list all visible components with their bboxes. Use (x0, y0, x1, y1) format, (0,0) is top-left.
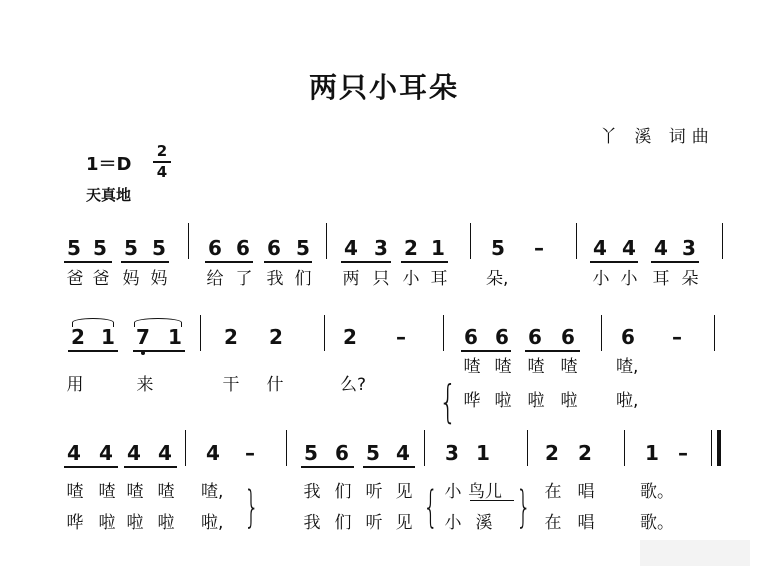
credit: 丫 溪 词曲 (600, 127, 715, 147)
note: 7 (136, 325, 150, 349)
lyric: 朵, (486, 269, 509, 289)
eighth-underline (461, 350, 511, 352)
eighth-underline (651, 261, 699, 263)
time-signature (151, 143, 173, 181)
note: 6 (621, 325, 635, 349)
note: 6 (495, 325, 509, 349)
note: 6 (236, 236, 250, 260)
note: 1 (101, 325, 115, 349)
verse-brace: } (516, 481, 532, 533)
eighth-underline (124, 466, 177, 468)
lyric-verse-2: 在 (544, 513, 562, 533)
lyric: 耳 (430, 269, 448, 289)
eighth-underline (363, 466, 415, 468)
eighth-underline (590, 261, 638, 263)
note: 4 (127, 441, 141, 465)
dash: – (678, 441, 688, 465)
lyric: 小 (402, 269, 420, 289)
eighth-underline (121, 261, 169, 263)
lyric-verse-2: 听 (365, 513, 383, 533)
lyric-verse-2: 小 (444, 513, 462, 533)
note: 2 (269, 325, 283, 349)
lyric: 么? (340, 375, 367, 395)
note: 2 (545, 441, 559, 465)
dash: – (672, 325, 682, 349)
lyric-verse-1: 喳 (66, 482, 84, 502)
barline (470, 223, 471, 259)
lyric-verse-1: 见 (395, 482, 413, 502)
final-barline-thin (711, 430, 712, 466)
eighth-underline (205, 261, 253, 263)
lyric-verse-1: 在 (544, 482, 562, 502)
lyric: 小 (592, 269, 610, 289)
lyric: 耳 (652, 269, 670, 289)
eighth-underline (68, 350, 118, 352)
lyric-verse-2: 见 (395, 513, 413, 533)
lyric-verse-1: 鸟儿 (468, 482, 502, 502)
lyric-verse-2: 啦 (560, 391, 578, 411)
barline (188, 223, 189, 259)
lyric: 爸 (66, 269, 84, 289)
barline (424, 430, 425, 466)
lyric-verse-1: 唱 (577, 482, 595, 502)
lyric: 干 (222, 375, 240, 395)
lyric-verse-2: 们 (334, 513, 352, 533)
note: 6 (267, 236, 281, 260)
note: 4 (206, 441, 220, 465)
note: 3 (374, 236, 388, 260)
lyric-verse-2: 啦 (98, 513, 116, 533)
lyric: 来 (136, 375, 154, 395)
note: 5 (366, 441, 380, 465)
eighth-underline (264, 261, 312, 263)
note: 5 (152, 236, 166, 260)
barline (286, 430, 287, 466)
note: 4 (99, 441, 113, 465)
lyric-verse-1: 喳 (463, 357, 481, 377)
verse-brace: { (439, 375, 457, 429)
note: 2 (224, 325, 238, 349)
barline (714, 315, 715, 351)
lyric-verse-2: 我 (303, 513, 321, 533)
lyric: 朵 (681, 269, 699, 289)
lyric-verse-1: 听 (365, 482, 383, 502)
eighth-underline (64, 466, 118, 468)
lyric-verse-1: 喳 (98, 482, 116, 502)
note: 5 (124, 236, 138, 260)
eighth-underline (341, 261, 391, 263)
lyric-verse-2: 溪 (475, 513, 493, 533)
lyric-verse-1: 喳 (126, 482, 144, 502)
lyric-verse-2: 啦 (494, 391, 512, 411)
note: 1 (431, 236, 445, 260)
lyric-verse-1: 小 (444, 482, 462, 502)
lyric: 爸 (92, 269, 110, 289)
eighth-underline (133, 350, 185, 352)
note: 4 (654, 236, 668, 260)
dash: – (245, 441, 255, 465)
note: 5 (93, 236, 107, 260)
lyric: 两 (342, 269, 360, 289)
barline (722, 223, 723, 259)
lyric-verse-2: 歌。 (640, 513, 674, 533)
lyric-verse-2: 唱 (577, 513, 595, 533)
barline (624, 430, 625, 466)
song-title: 两只小耳朵 (308, 71, 459, 104)
note: 5 (296, 236, 310, 260)
lyric-underline (470, 500, 514, 501)
note: 4 (593, 236, 607, 260)
barline (185, 430, 186, 466)
lyric: 什 (266, 375, 284, 395)
tempo-marking: 天真地 (86, 186, 132, 204)
lyric-verse-1: 喳 (560, 357, 578, 377)
dash: – (396, 325, 406, 349)
barline (443, 315, 444, 351)
note: 6 (335, 441, 349, 465)
lyric-verse-1: 我 (303, 482, 321, 502)
note: 4 (622, 236, 636, 260)
note: 4 (396, 441, 410, 465)
lyric-verse-2: 啦, (201, 513, 224, 533)
note: 5 (491, 236, 505, 260)
note: 4 (158, 441, 172, 465)
lyric-verse-1: 喳 (527, 357, 545, 377)
lyric-verse-1: 喳 (157, 482, 175, 502)
lyric: 用 (66, 375, 84, 395)
scan-artifact (640, 540, 750, 566)
note: 1 (168, 325, 182, 349)
note: 2 (71, 325, 85, 349)
lyric-verse-1: 喳, (201, 482, 224, 502)
note: 4 (344, 236, 358, 260)
lyric-verse-2: 啦, (616, 391, 639, 411)
lyric-verse-2: 啦 (126, 513, 144, 533)
lyric: 妈 (122, 269, 140, 289)
lyric-verse-2: 哗 (66, 513, 84, 533)
note: 3 (445, 441, 459, 465)
lyric-verse-1: 喳 (494, 357, 512, 377)
note: 6 (208, 236, 222, 260)
barline (601, 315, 602, 351)
note: 2 (404, 236, 418, 260)
lyric: 小 (620, 269, 638, 289)
note: 5 (304, 441, 318, 465)
lyric: 们 (294, 269, 312, 289)
note: 6 (464, 325, 478, 349)
note: 3 (682, 236, 696, 260)
lyric-verse-2: 哗 (463, 391, 481, 411)
lyric: 妈 (150, 269, 168, 289)
final-barline-thick (717, 430, 721, 466)
barline (527, 430, 528, 466)
note: 6 (528, 325, 542, 349)
barline (324, 315, 325, 351)
note: 4 (67, 441, 81, 465)
eighth-underline (301, 466, 354, 468)
barline (576, 223, 577, 259)
lyric-verse-1: 喳, (616, 357, 639, 377)
dash: – (534, 236, 544, 260)
lyric-verse-2: 啦 (527, 391, 545, 411)
note: 6 (561, 325, 575, 349)
key-signature: 1＝D (86, 154, 132, 175)
lyric: 我 (266, 269, 284, 289)
eighth-underline (401, 261, 448, 263)
note: 1 (476, 441, 490, 465)
note: 2 (343, 325, 357, 349)
barline (200, 315, 201, 351)
lyric-verse-1: 歌。 (640, 482, 674, 502)
note: 1 (645, 441, 659, 465)
note: 5 (67, 236, 81, 260)
note: 2 (578, 441, 592, 465)
eighth-underline (525, 350, 580, 352)
lyric-verse-1: 们 (334, 482, 352, 502)
barline (326, 223, 327, 259)
time-signature-top: 2 (156, 142, 168, 160)
eighth-underline (64, 261, 112, 263)
verse-brace: } (244, 481, 260, 533)
lyric: 给 (206, 269, 224, 289)
lyric: 了 (235, 269, 253, 289)
lyric-verse-2: 啦 (157, 513, 175, 533)
lyric: 只 (372, 269, 390, 289)
verse-brace: { (423, 481, 439, 533)
time-signature-bottom: 4 (156, 163, 168, 181)
